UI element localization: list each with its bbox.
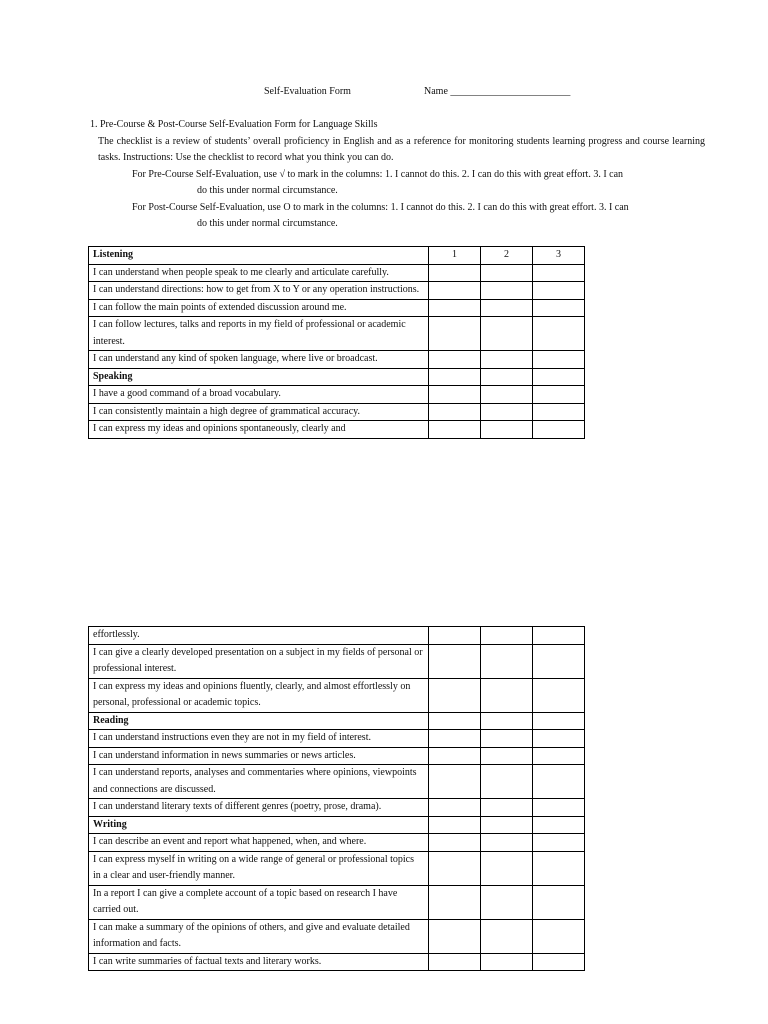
rating-cell-3[interactable] bbox=[533, 765, 585, 799]
rating-cell-3[interactable] bbox=[533, 264, 585, 282]
statement-text: I can understand instructions even they are not in my field of interest. bbox=[89, 730, 429, 748]
rating-cell-1[interactable] bbox=[429, 799, 481, 817]
rating-cell-2 bbox=[481, 816, 533, 834]
statement-text: I can write summaries of factual texts and literary works. bbox=[89, 953, 429, 971]
rating-cell-1 bbox=[429, 712, 481, 730]
rating-cell-3[interactable] bbox=[533, 834, 585, 852]
table-row bbox=[89, 644, 585, 678]
rating-cell-3[interactable] bbox=[533, 282, 585, 300]
rating-cell-1[interactable] bbox=[429, 747, 481, 765]
category-heading-writing: Writing bbox=[89, 816, 429, 834]
table-row bbox=[89, 747, 585, 765]
rating-cell-1[interactable] bbox=[429, 644, 481, 678]
rating-cell-2[interactable] bbox=[481, 834, 533, 852]
rating-cell-3[interactable] bbox=[533, 851, 585, 885]
rating-cell-2[interactable] bbox=[481, 851, 533, 885]
category-row bbox=[89, 816, 585, 834]
checklist-table-page2 bbox=[88, 626, 585, 971]
table-row bbox=[89, 317, 585, 351]
table-header-row bbox=[89, 247, 585, 265]
pre-course-instruction bbox=[132, 167, 705, 200]
table-row bbox=[89, 730, 585, 748]
statement-text: I can consistently maintain a high degree of grammatical accuracy. bbox=[89, 403, 429, 421]
rating-cell-2[interactable] bbox=[481, 799, 533, 817]
category-heading-reading: Reading bbox=[89, 712, 429, 730]
rating-cell-3 bbox=[533, 816, 585, 834]
table-row bbox=[89, 351, 585, 369]
table-row bbox=[89, 421, 585, 439]
rating-cell-3[interactable] bbox=[533, 799, 585, 817]
rating-cell-3[interactable] bbox=[533, 730, 585, 748]
statement-text: I have a good command of a broad vocabulary. bbox=[89, 386, 429, 404]
table-row bbox=[89, 834, 585, 852]
rating-cell-1 bbox=[429, 816, 481, 834]
statement-text: I can follow lectures, talks and reports in my field of professional or academic interest. bbox=[89, 317, 429, 351]
statement-text: I can express my ideas and opinions fluently, clearly, and almost effortlessly on personal, professional or academic topics. bbox=[89, 678, 429, 712]
rating-cell-3[interactable] bbox=[533, 885, 585, 919]
statement-text: I can understand information in news summaries or news articles. bbox=[89, 747, 429, 765]
statement-text: I can understand literary texts of different genres (poetry, prose, drama). bbox=[89, 799, 429, 817]
rating-cell-2[interactable] bbox=[481, 317, 533, 351]
rating-cell-3[interactable] bbox=[533, 644, 585, 678]
table-row bbox=[89, 386, 585, 404]
rating-cell-3 bbox=[533, 368, 585, 386]
rating-cell-2 bbox=[481, 712, 533, 730]
rating-cell-2[interactable] bbox=[481, 765, 533, 799]
post-course-instruction-line2: do this under normal circumstance. bbox=[197, 218, 338, 229]
rating-cell-2[interactable] bbox=[481, 678, 533, 712]
table-row bbox=[89, 627, 585, 645]
rating-cell-3[interactable] bbox=[533, 299, 585, 317]
rating-cell-2[interactable] bbox=[481, 919, 533, 953]
table-row bbox=[89, 885, 585, 919]
statement-text: effortlessly. bbox=[89, 627, 429, 645]
statement-text: I can understand when people speak to me clearly and articulate carefully. bbox=[89, 264, 429, 282]
name-field-label: Name ________________________ bbox=[424, 86, 571, 97]
rating-cell-2[interactable] bbox=[481, 627, 533, 645]
rating-cell-2[interactable] bbox=[481, 403, 533, 421]
category-row bbox=[89, 368, 585, 386]
rating-cell-1[interactable] bbox=[429, 851, 481, 885]
rating-cell-3 bbox=[533, 712, 585, 730]
category-heading-listening: Listening bbox=[89, 247, 429, 265]
table-row bbox=[89, 282, 585, 300]
statement-text: I can understand any kind of spoken language, where live or broadcast. bbox=[89, 351, 429, 369]
rating-cell-1[interactable] bbox=[429, 627, 481, 645]
table-row bbox=[89, 799, 585, 817]
statement-text: I can give a clearly developed presentation on a subject in my fields of personal or professional interest. bbox=[89, 644, 429, 678]
rating-cell-1[interactable] bbox=[429, 730, 481, 748]
rating-cell-1[interactable] bbox=[429, 351, 481, 369]
rating-cell-2[interactable] bbox=[481, 282, 533, 300]
rating-cell-3[interactable] bbox=[533, 386, 585, 404]
table-row bbox=[89, 678, 585, 712]
rating-cell-1[interactable] bbox=[429, 403, 481, 421]
form-title: Self-Evaluation Form bbox=[264, 86, 351, 97]
rating-cell-1[interactable] bbox=[429, 386, 481, 404]
statement-text: I can make a summary of the opinions of others, and give and evaluate detailed information and facts. bbox=[89, 919, 429, 953]
rating-cell-2 bbox=[481, 368, 533, 386]
rating-cell-1[interactable] bbox=[429, 885, 481, 919]
rating-cell-2[interactable] bbox=[481, 885, 533, 919]
table-row bbox=[89, 299, 585, 317]
column-header-2: 2 bbox=[481, 247, 533, 265]
rating-cell-1[interactable] bbox=[429, 282, 481, 300]
pre-course-instruction-line2: do this under normal circumstance. bbox=[197, 185, 338, 196]
section-title: 1. Pre-Course & Post-Course Self-Evaluation Form for Language Skills bbox=[90, 119, 378, 130]
checklist-table-page1 bbox=[88, 246, 585, 439]
rating-cell-2[interactable] bbox=[481, 421, 533, 439]
rating-cell-3[interactable] bbox=[533, 317, 585, 351]
rating-cell-2[interactable] bbox=[481, 730, 533, 748]
rating-cell-3[interactable] bbox=[533, 403, 585, 421]
rating-cell-3[interactable] bbox=[533, 421, 585, 439]
rating-cell-1[interactable] bbox=[429, 834, 481, 852]
table-row bbox=[89, 919, 585, 953]
rating-cell-2[interactable] bbox=[481, 264, 533, 282]
rating-cell-1[interactable] bbox=[429, 421, 481, 439]
rating-cell-1[interactable] bbox=[429, 765, 481, 799]
rating-cell-2[interactable] bbox=[481, 351, 533, 369]
intro-paragraph: The checklist is a review of students’ overall proficiency in English and as a reference for monitoring students learning progress and course learning tasks. Instructions: Use the checklist to record what you think you can do. bbox=[98, 135, 705, 163]
table-row bbox=[89, 765, 585, 799]
statement-text: I can express myself in writing on a wide range of general or professional topics in a clear and user-friendly manner. bbox=[89, 851, 429, 885]
post-course-instruction bbox=[132, 200, 705, 233]
statement-text: I can understand reports, analyses and commentaries where opinions, viewpoints and connections are discussed. bbox=[89, 765, 429, 799]
rating-cell-2[interactable] bbox=[481, 299, 533, 317]
rating-cell-1[interactable] bbox=[429, 953, 481, 971]
statement-text: I can follow the main points of extended discussion around me. bbox=[89, 299, 429, 317]
table-row bbox=[89, 403, 585, 421]
category-row bbox=[89, 712, 585, 730]
rating-cell-2[interactable] bbox=[481, 747, 533, 765]
rating-cell-2[interactable] bbox=[481, 953, 533, 971]
category-heading-speaking: Speaking bbox=[89, 368, 429, 386]
rating-cell-2[interactable] bbox=[481, 644, 533, 678]
rating-cell-2[interactable] bbox=[481, 386, 533, 404]
rating-cell-3[interactable] bbox=[533, 747, 585, 765]
rating-cell-3[interactable] bbox=[533, 627, 585, 645]
column-header-1: 1 bbox=[429, 247, 481, 265]
statement-text: I can describe an event and report what happened, when, and where. bbox=[89, 834, 429, 852]
instructions-section bbox=[90, 117, 705, 233]
table-row bbox=[89, 851, 585, 885]
statement-text: In a report I can give a complete account of a topic based on research I have carried out. bbox=[89, 885, 429, 919]
rating-cell-1[interactable] bbox=[429, 678, 481, 712]
rating-cell-1[interactable] bbox=[429, 299, 481, 317]
pre-course-instruction-line1: For Pre-Course Self-Evaluation, use √ to mark in the columns: 1. I cannot do this. 2. I can do this with great effort. 3. I can bbox=[132, 168, 624, 180]
rating-cell-3[interactable] bbox=[533, 953, 585, 971]
statement-text: I can express my ideas and opinions spontaneously, clearly and bbox=[89, 421, 429, 439]
table-row bbox=[89, 264, 585, 282]
rating-cell-3[interactable] bbox=[533, 919, 585, 953]
statement-text: I can understand directions: how to get from X to Y or any operation instructions. bbox=[89, 282, 429, 300]
post-course-instruction-line1: For Post-Course Self-Evaluation, use O to mark in the columns: 1. I cannot do this. 2. I can do this with great effort. 3. I can bbox=[132, 201, 629, 213]
rating-cell-3[interactable] bbox=[533, 678, 585, 712]
column-header-3: 3 bbox=[533, 247, 585, 265]
table-row bbox=[89, 953, 585, 971]
rating-cell-1[interactable] bbox=[429, 317, 481, 351]
rating-cell-1 bbox=[429, 368, 481, 386]
rating-cell-1[interactable] bbox=[429, 264, 481, 282]
rating-cell-3[interactable] bbox=[533, 351, 585, 369]
rating-cell-1[interactable] bbox=[429, 919, 481, 953]
